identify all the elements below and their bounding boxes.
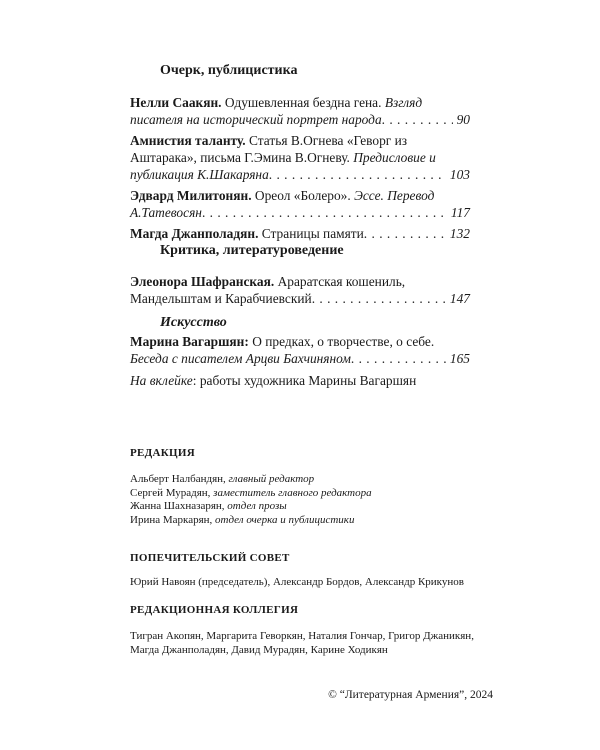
toc-page: 147 <box>449 291 470 306</box>
toc-title: Ореол «Болеро». <box>254 188 351 203</box>
toc-title: О предках, о творчестве, о себе. <box>252 334 435 349</box>
staff-member <box>130 500 372 514</box>
staff-role: отдел очерка и публицистики <box>215 513 355 526</box>
staff-name: Альберт Налбандян, <box>130 473 226 485</box>
staff-member <box>130 487 372 501</box>
section-title-criticism: Критика, литературоведение <box>160 243 344 258</box>
leader-dots <box>351 350 446 367</box>
editorial-heading: РЕДАКЦИЯ <box>130 447 195 459</box>
toc-subtitle: Беседа с писателем Арцви Бахчиняном <box>130 351 351 366</box>
leader-dots <box>269 166 446 183</box>
leader-dots <box>312 290 446 307</box>
toc-subtitle: Взгляд <box>384 95 423 110</box>
toc-title: Страницы памяти <box>261 226 364 241</box>
toc-title: Араратская кошениль, <box>277 274 406 289</box>
toc-entry[interactable] <box>130 225 470 242</box>
section-title-essay: Очерк, публицистика <box>160 63 298 78</box>
leader-dots <box>202 204 447 221</box>
editorial-staff-list <box>130 473 372 527</box>
toc-title: Аштарака», письма Г.Эмина В.Огневу. <box>130 150 350 165</box>
toc-page: 117 <box>450 205 470 220</box>
staff-name: Ирина Маркарян, <box>130 513 213 526</box>
section-title-art: Искусство <box>160 315 227 330</box>
toc-author: Элеонора Шафранская. <box>130 274 275 289</box>
staff-role: главный редактор <box>228 473 315 485</box>
collegium-line: Тигран Акопян, Маргарита Геворкян, Наталия Гончар, Григор Джаникян, <box>130 630 474 642</box>
leader-dots <box>382 111 453 128</box>
board-heading: ПОПЕЧИТЕЛЬСКИЙ СОВЕТ <box>130 552 290 564</box>
toc-author: Амнистия таланту. <box>130 133 246 148</box>
board-members: Юрий Навоян (председатель), Александр Бордов, Александр Крикунов <box>130 576 464 588</box>
toc-title: Одушевленная бездна гена. <box>224 95 382 110</box>
collegium-line: Магда Джанполадян, Давид Мурадян, Карине Ходикян <box>130 643 388 656</box>
collegium-heading: РЕДАКЦИОННАЯ КОЛЛЕГИЯ <box>130 604 299 616</box>
toc-author: Магда Джанполадян. <box>130 226 259 241</box>
leader-dots <box>364 225 446 242</box>
toc-page: 103 <box>449 167 470 182</box>
staff-member <box>130 514 372 528</box>
insert-label: На вклейке <box>130 373 193 388</box>
copyright-notice: © “Литературная Армения”, 2024 <box>328 689 493 701</box>
toc-subtitle: публикация К.Шакаряна <box>130 167 269 182</box>
insert-text: : работы художника Марины Вагаршян <box>192 373 417 388</box>
toc-author: Марина Вагаршян: <box>130 334 249 349</box>
toc-subtitle: Эссе. Перевод <box>354 188 435 203</box>
toc-entry[interactable] <box>130 333 470 367</box>
toc-entry[interactable] <box>130 94 470 128</box>
staff-role: отдел прозы <box>227 500 287 513</box>
toc-title: Статья В.Огнева «Геворг из <box>249 133 408 148</box>
toc-subtitle: Предисловие и <box>353 150 436 165</box>
staff-name: Жанна Шахназарян, <box>130 500 225 513</box>
toc-entry[interactable] <box>130 273 470 307</box>
toc-entry[interactable] <box>130 187 470 221</box>
toc-page: 132 <box>449 226 470 241</box>
toc-title: Мандельштам и Карабчиевский <box>130 291 312 306</box>
toc-subtitle: писателя на исторический портрет народа <box>130 112 382 127</box>
collegium-members <box>130 630 474 657</box>
toc-author: Эдвард Милитонян. <box>130 188 252 203</box>
staff-role: заместитель главного редактора <box>213 486 372 499</box>
staff-member <box>130 473 372 487</box>
toc-page: 90 <box>456 112 470 127</box>
staff-name: Сергей Мурадян, <box>130 486 211 499</box>
toc-author: Нелли Саакян. <box>130 95 222 110</box>
toc-subtitle: А.Татевосян <box>130 205 202 220</box>
toc-entry[interactable] <box>130 132 470 183</box>
toc-page: 165 <box>449 351 470 366</box>
insert-note <box>130 372 416 389</box>
